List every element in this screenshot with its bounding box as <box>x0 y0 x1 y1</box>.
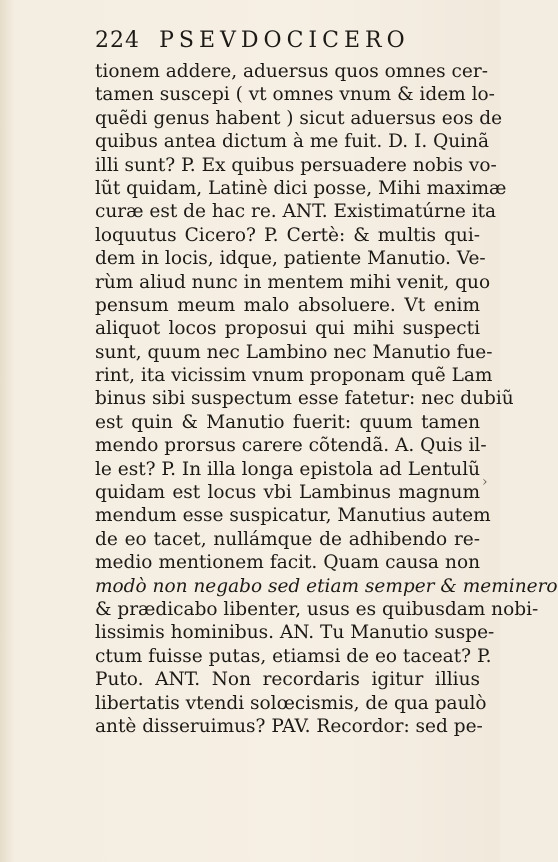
text-line: quibus antea dictum à me fuit. D. I. Quinã <box>95 131 490 153</box>
text-line: lissimis hominibus. AN. Tu Manutio suspe- <box>95 622 495 644</box>
text-line: libertatis vtendi solœcismis, de qua paulò <box>95 692 487 714</box>
text-line: lũt quidam, Latinè dici posse, Mihi maximæ <box>95 177 507 199</box>
text-line: dem in locis, idque, patiente Manutio. Ve- <box>95 248 486 270</box>
margin-mark: › <box>482 474 488 490</box>
text-line: tionem addere, aduersus quos omnes cer- <box>95 61 488 82</box>
text-line: de eo tacet, nullámque de adhibendo re- <box>95 528 480 550</box>
text-line: & prædicabo libenter, usus es quibusdam nobi- <box>95 598 539 620</box>
text-line: tamen suscepi ( vt omnes vnum & idem lo- <box>95 84 495 106</box>
text-line: binus sibi suspectum esse fatetur: nec dubiũ <box>95 388 514 410</box>
text-line: le est? P. In illa longa epistola ad Lentulũ <box>95 458 481 480</box>
text-line: antè disseruimus? PAV. Recordor: sed pe- <box>95 715 483 737</box>
text-line: mendo prorsus carere cõtendã. A. Quis il- <box>95 435 487 457</box>
body-text <box>95 60 558 738</box>
text-line: loquutus Cicero? P. Certè: & multis qui- <box>95 224 480 246</box>
text-line: mendum esse suspicatur, Manutius autem <box>95 505 491 527</box>
text-line: curæ est de hac re. ANT. Existimatúrne ita <box>95 201 497 223</box>
text-line: medio mentionem facit. Quam causa non <box>95 552 480 574</box>
text-line: sunt, quum nec Lambino nec Manutio fue- <box>95 341 493 363</box>
text-line: quidam est locus vbi Lambinus magnum <box>95 482 480 504</box>
text-line: est quin & Manutio fuerit: quum tamen <box>95 411 480 433</box>
text-line: aliquot locos proposui qui mihi suspecti <box>95 318 480 340</box>
running-head: PSEVDOCICERO <box>159 28 410 53</box>
text-line: rint, ita vicissim vnum proponam quẽ Lam <box>95 365 493 387</box>
page-header <box>95 28 475 56</box>
text-line: ctum fuisse putas, etiamsi de eo taceat? P. <box>95 645 492 667</box>
page-number: 224 <box>95 28 140 53</box>
text-line: quẽdi genus habent ) sicut aduersus eos de <box>95 107 503 129</box>
text-line-italic-quote: modò non negabo sed etiam semper & meminero <box>95 575 558 597</box>
text-line: rùm aliud nunc in mentem mihi venit, quo <box>95 271 491 293</box>
text-line: pensum meum malo absoluere. Vt enim <box>95 294 480 316</box>
text-line: illi sunt? P. Ex quibus persuadere nobis vo- <box>95 154 497 176</box>
text-line: Puto. ANT. Non recordaris igitur illius <box>95 669 480 691</box>
